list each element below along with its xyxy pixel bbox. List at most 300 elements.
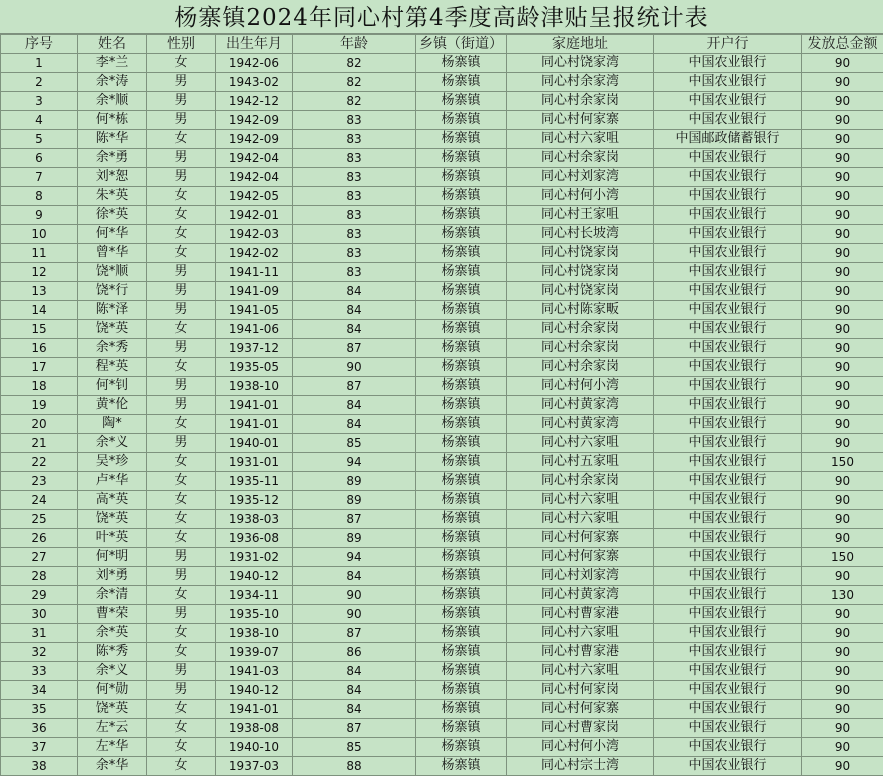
cell-age[interactable]: 89	[293, 529, 416, 548]
cell-gender[interactable]: 女	[147, 358, 216, 377]
cell-name[interactable]: 高*英	[78, 491, 147, 510]
cell-age[interactable]: 90	[293, 358, 416, 377]
cell-amount[interactable]: 90	[802, 111, 883, 130]
cell-index[interactable]: 15	[1, 320, 78, 339]
cell-gender[interactable]: 女	[147, 54, 216, 73]
cell-amount[interactable]: 90	[802, 662, 883, 681]
cell-address[interactable]: 同心村余家岗	[507, 339, 654, 358]
cell-age[interactable]: 89	[293, 472, 416, 491]
header-col-gender[interactable]: 性别	[147, 35, 216, 54]
cell-index[interactable]: 6	[1, 149, 78, 168]
cell-birth[interactable]: 1943-02	[216, 73, 293, 92]
cell-name[interactable]: 余*义	[78, 434, 147, 453]
cell-bank[interactable]: 中国农业银行	[654, 149, 802, 168]
cell-amount[interactable]: 90	[802, 92, 883, 111]
cell-town[interactable]: 杨寨镇	[416, 339, 507, 358]
cell-birth[interactable]: 1941-01	[216, 415, 293, 434]
cell-gender[interactable]: 女	[147, 491, 216, 510]
cell-bank[interactable]: 中国农业银行	[654, 396, 802, 415]
cell-bank[interactable]: 中国农业银行	[654, 491, 802, 510]
cell-name[interactable]: 余*义	[78, 662, 147, 681]
cell-bank[interactable]: 中国农业银行	[654, 719, 802, 738]
cell-index[interactable]: 33	[1, 662, 78, 681]
cell-address[interactable]: 同心村余家岗	[507, 92, 654, 111]
cell-bank[interactable]: 中国农业银行	[654, 472, 802, 491]
cell-birth[interactable]: 1942-05	[216, 187, 293, 206]
cell-address[interactable]: 同心村何家寨	[507, 111, 654, 130]
cell-amount[interactable]: 90	[802, 434, 883, 453]
cell-gender[interactable]: 男	[147, 548, 216, 567]
cell-amount[interactable]: 90	[802, 320, 883, 339]
cell-birth[interactable]: 1941-09	[216, 282, 293, 301]
cell-address[interactable]: 同心村宗士湾	[507, 757, 654, 776]
cell-town[interactable]: 杨寨镇	[416, 757, 507, 776]
cell-bank[interactable]: 中国农业银行	[654, 377, 802, 396]
header-col-town[interactable]: 乡镇（街道）	[416, 35, 507, 54]
cell-town[interactable]: 杨寨镇	[416, 700, 507, 719]
cell-town[interactable]: 杨寨镇	[416, 187, 507, 206]
cell-town[interactable]: 杨寨镇	[416, 681, 507, 700]
cell-birth[interactable]: 1931-02	[216, 548, 293, 567]
cell-amount[interactable]: 90	[802, 73, 883, 92]
cell-town[interactable]: 杨寨镇	[416, 168, 507, 187]
cell-gender[interactable]: 女	[147, 415, 216, 434]
cell-address[interactable]: 同心村长坡湾	[507, 225, 654, 244]
cell-amount[interactable]: 150	[802, 453, 883, 472]
cell-town[interactable]: 杨寨镇	[416, 149, 507, 168]
cell-town[interactable]: 杨寨镇	[416, 282, 507, 301]
cell-age[interactable]: 87	[293, 510, 416, 529]
cell-age[interactable]: 84	[293, 301, 416, 320]
cell-name[interactable]: 程*英	[78, 358, 147, 377]
cell-bank[interactable]: 中国农业银行	[654, 738, 802, 757]
cell-birth[interactable]: 1938-10	[216, 377, 293, 396]
cell-birth[interactable]: 1931-01	[216, 453, 293, 472]
cell-address[interactable]: 同心村何家岗	[507, 681, 654, 700]
cell-bank[interactable]: 中国农业银行	[654, 168, 802, 187]
cell-name[interactable]: 饶*英	[78, 510, 147, 529]
cell-index[interactable]: 13	[1, 282, 78, 301]
cell-name[interactable]: 刘*恕	[78, 168, 147, 187]
cell-gender[interactable]: 男	[147, 168, 216, 187]
cell-age[interactable]: 94	[293, 453, 416, 472]
cell-bank[interactable]: 中国农业银行	[654, 434, 802, 453]
cell-index[interactable]: 32	[1, 643, 78, 662]
cell-gender[interactable]: 女	[147, 738, 216, 757]
cell-index[interactable]: 18	[1, 377, 78, 396]
cell-gender[interactable]: 男	[147, 149, 216, 168]
cell-name[interactable]: 吴*珍	[78, 453, 147, 472]
cell-town[interactable]: 杨寨镇	[416, 415, 507, 434]
cell-birth[interactable]: 1935-12	[216, 491, 293, 510]
cell-index[interactable]: 20	[1, 415, 78, 434]
cell-town[interactable]: 杨寨镇	[416, 738, 507, 757]
cell-birth[interactable]: 1942-09	[216, 111, 293, 130]
cell-name[interactable]: 饶*英	[78, 320, 147, 339]
cell-name[interactable]: 陈*秀	[78, 643, 147, 662]
cell-address[interactable]: 同心村黄家湾	[507, 586, 654, 605]
cell-name[interactable]: 黄*伦	[78, 396, 147, 415]
cell-address[interactable]: 同心村何小湾	[507, 187, 654, 206]
cell-index[interactable]: 26	[1, 529, 78, 548]
cell-birth[interactable]: 1941-05	[216, 301, 293, 320]
cell-name[interactable]: 陶*	[78, 415, 147, 434]
cell-town[interactable]: 杨寨镇	[416, 662, 507, 681]
cell-birth[interactable]: 1942-09	[216, 130, 293, 149]
cell-address[interactable]: 同心村余家岗	[507, 358, 654, 377]
cell-gender[interactable]: 男	[147, 263, 216, 282]
cell-age[interactable]: 83	[293, 225, 416, 244]
cell-amount[interactable]: 90	[802, 206, 883, 225]
cell-address[interactable]: 同心村六家咀	[507, 662, 654, 681]
cell-gender[interactable]: 男	[147, 605, 216, 624]
cell-bank[interactable]: 中国农业银行	[654, 567, 802, 586]
cell-town[interactable]: 杨寨镇	[416, 130, 507, 149]
cell-name[interactable]: 曾*华	[78, 244, 147, 263]
header-col-birth[interactable]: 出生年月	[216, 35, 293, 54]
cell-age[interactable]: 89	[293, 491, 416, 510]
cell-birth[interactable]: 1939-07	[216, 643, 293, 662]
cell-index[interactable]: 27	[1, 548, 78, 567]
cell-birth[interactable]: 1938-03	[216, 510, 293, 529]
cell-address[interactable]: 同心村余家湾	[507, 73, 654, 92]
cell-town[interactable]: 杨寨镇	[416, 624, 507, 643]
cell-birth[interactable]: 1935-05	[216, 358, 293, 377]
cell-name[interactable]: 李*兰	[78, 54, 147, 73]
cell-name[interactable]: 余*涛	[78, 73, 147, 92]
cell-birth[interactable]: 1940-12	[216, 681, 293, 700]
cell-index[interactable]: 38	[1, 757, 78, 776]
cell-birth[interactable]: 1942-06	[216, 54, 293, 73]
cell-name[interactable]: 左*华	[78, 738, 147, 757]
cell-address[interactable]: 同心村饶家岗	[507, 263, 654, 282]
cell-address[interactable]: 同心村余家岗	[507, 149, 654, 168]
cell-name[interactable]: 陈*华	[78, 130, 147, 149]
cell-age[interactable]: 85	[293, 434, 416, 453]
cell-address[interactable]: 同心村五家咀	[507, 453, 654, 472]
cell-town[interactable]: 杨寨镇	[416, 320, 507, 339]
cell-bank[interactable]: 中国农业银行	[654, 282, 802, 301]
cell-age[interactable]: 83	[293, 206, 416, 225]
cell-name[interactable]: 余*英	[78, 624, 147, 643]
cell-index[interactable]: 4	[1, 111, 78, 130]
cell-amount[interactable]: 90	[802, 282, 883, 301]
cell-index[interactable]: 21	[1, 434, 78, 453]
cell-address[interactable]: 同心村何家寨	[507, 548, 654, 567]
cell-index[interactable]: 19	[1, 396, 78, 415]
cell-address[interactable]: 同心村饶家湾	[507, 54, 654, 73]
cell-town[interactable]: 杨寨镇	[416, 54, 507, 73]
cell-birth[interactable]: 1942-01	[216, 206, 293, 225]
header-col-address[interactable]: 家庭地址	[507, 35, 654, 54]
cell-gender[interactable]: 女	[147, 225, 216, 244]
cell-address[interactable]: 同心村饶家岗	[507, 282, 654, 301]
cell-amount[interactable]: 90	[802, 529, 883, 548]
cell-town[interactable]: 杨寨镇	[416, 453, 507, 472]
cell-age[interactable]: 83	[293, 149, 416, 168]
cell-name[interactable]: 左*云	[78, 719, 147, 738]
cell-amount[interactable]: 90	[802, 681, 883, 700]
cell-town[interactable]: 杨寨镇	[416, 92, 507, 111]
cell-birth[interactable]: 1942-03	[216, 225, 293, 244]
cell-address[interactable]: 同心村黄家湾	[507, 415, 654, 434]
cell-age[interactable]: 90	[293, 586, 416, 605]
cell-bank[interactable]: 中国农业银行	[654, 453, 802, 472]
cell-amount[interactable]: 90	[802, 491, 883, 510]
cell-bank[interactable]: 中国农业银行	[654, 225, 802, 244]
cell-town[interactable]: 杨寨镇	[416, 472, 507, 491]
cell-name[interactable]: 余*勇	[78, 149, 147, 168]
cell-amount[interactable]: 90	[802, 415, 883, 434]
cell-bank[interactable]: 中国农业银行	[654, 415, 802, 434]
cell-name[interactable]: 余*清	[78, 586, 147, 605]
cell-index[interactable]: 17	[1, 358, 78, 377]
cell-address[interactable]: 同心村曹家港	[507, 643, 654, 662]
cell-birth[interactable]: 1941-11	[216, 263, 293, 282]
cell-bank[interactable]: 中国农业银行	[654, 510, 802, 529]
cell-town[interactable]: 杨寨镇	[416, 263, 507, 282]
cell-birth[interactable]: 1934-11	[216, 586, 293, 605]
cell-age[interactable]: 84	[293, 681, 416, 700]
cell-amount[interactable]: 90	[802, 643, 883, 662]
cell-age[interactable]: 83	[293, 187, 416, 206]
cell-gender[interactable]: 女	[147, 187, 216, 206]
cell-age[interactable]: 82	[293, 73, 416, 92]
cell-town[interactable]: 杨寨镇	[416, 510, 507, 529]
cell-index[interactable]: 2	[1, 73, 78, 92]
cell-town[interactable]: 杨寨镇	[416, 377, 507, 396]
cell-address[interactable]: 同心村六家咀	[507, 510, 654, 529]
cell-age[interactable]: 82	[293, 92, 416, 111]
cell-index[interactable]: 10	[1, 225, 78, 244]
cell-bank[interactable]: 中国农业银行	[654, 111, 802, 130]
cell-age[interactable]: 83	[293, 111, 416, 130]
cell-gender[interactable]: 男	[147, 111, 216, 130]
cell-bank[interactable]: 中国农业银行	[654, 548, 802, 567]
cell-amount[interactable]: 130	[802, 586, 883, 605]
cell-gender[interactable]: 男	[147, 434, 216, 453]
cell-gender[interactable]: 女	[147, 529, 216, 548]
cell-town[interactable]: 杨寨镇	[416, 73, 507, 92]
cell-amount[interactable]: 90	[802, 244, 883, 263]
cell-gender[interactable]: 女	[147, 700, 216, 719]
cell-address[interactable]: 同心村六家咀	[507, 491, 654, 510]
cell-name[interactable]: 何*华	[78, 225, 147, 244]
cell-address[interactable]: 同心村陈家畈	[507, 301, 654, 320]
cell-bank[interactable]: 中国农业银行	[654, 624, 802, 643]
cell-town[interactable]: 杨寨镇	[416, 719, 507, 738]
cell-address[interactable]: 同心村刘家湾	[507, 168, 654, 187]
cell-age[interactable]: 87	[293, 339, 416, 358]
cell-birth[interactable]: 1940-12	[216, 567, 293, 586]
cell-town[interactable]: 杨寨镇	[416, 358, 507, 377]
cell-age[interactable]: 86	[293, 643, 416, 662]
cell-bank[interactable]: 中国农业银行	[654, 73, 802, 92]
cell-gender[interactable]: 女	[147, 510, 216, 529]
cell-bank[interactable]: 中国农业银行	[654, 358, 802, 377]
cell-index[interactable]: 36	[1, 719, 78, 738]
header-col-index[interactable]: 序号	[1, 35, 78, 54]
cell-address[interactable]: 同心村饶家岗	[507, 244, 654, 263]
cell-amount[interactable]: 90	[802, 396, 883, 415]
cell-amount[interactable]: 90	[802, 301, 883, 320]
cell-age[interactable]: 94	[293, 548, 416, 567]
cell-bank[interactable]: 中国农业银行	[654, 605, 802, 624]
cell-gender[interactable]: 女	[147, 624, 216, 643]
cell-index[interactable]: 35	[1, 700, 78, 719]
cell-town[interactable]: 杨寨镇	[416, 111, 507, 130]
cell-index[interactable]: 16	[1, 339, 78, 358]
cell-birth[interactable]: 1941-03	[216, 662, 293, 681]
cell-name[interactable]: 曹*荣	[78, 605, 147, 624]
cell-age[interactable]: 84	[293, 320, 416, 339]
cell-address[interactable]: 同心村何小湾	[507, 377, 654, 396]
cell-index[interactable]: 11	[1, 244, 78, 263]
cell-bank[interactable]: 中国农业银行	[654, 244, 802, 263]
cell-town[interactable]: 杨寨镇	[416, 567, 507, 586]
cell-gender[interactable]: 女	[147, 586, 216, 605]
cell-name[interactable]: 叶*英	[78, 529, 147, 548]
cell-town[interactable]: 杨寨镇	[416, 491, 507, 510]
cell-index[interactable]: 37	[1, 738, 78, 757]
cell-birth[interactable]: 1940-10	[216, 738, 293, 757]
cell-address[interactable]: 同心村曹家港	[507, 605, 654, 624]
cell-age[interactable]: 84	[293, 282, 416, 301]
cell-amount[interactable]: 90	[802, 567, 883, 586]
cell-age[interactable]: 83	[293, 130, 416, 149]
cell-birth[interactable]: 1940-01	[216, 434, 293, 453]
cell-amount[interactable]: 90	[802, 757, 883, 776]
cell-bank[interactable]: 中国农业银行	[654, 662, 802, 681]
cell-birth[interactable]: 1941-06	[216, 320, 293, 339]
cell-gender[interactable]: 男	[147, 73, 216, 92]
cell-bank[interactable]: 中国农业银行	[654, 206, 802, 225]
cell-bank[interactable]: 中国农业银行	[654, 681, 802, 700]
cell-town[interactable]: 杨寨镇	[416, 206, 507, 225]
cell-amount[interactable]: 90	[802, 700, 883, 719]
cell-bank[interactable]: 中国农业银行	[654, 529, 802, 548]
cell-address[interactable]: 同心村六家咀	[507, 624, 654, 643]
cell-index[interactable]: 31	[1, 624, 78, 643]
cell-amount[interactable]: 90	[802, 472, 883, 491]
cell-address[interactable]: 同心村余家岗	[507, 320, 654, 339]
cell-birth[interactable]: 1941-01	[216, 700, 293, 719]
cell-age[interactable]: 90	[293, 605, 416, 624]
cell-name[interactable]: 何*勋	[78, 681, 147, 700]
cell-bank[interactable]: 中国农业银行	[654, 757, 802, 776]
cell-town[interactable]: 杨寨镇	[416, 396, 507, 415]
cell-birth[interactable]: 1942-12	[216, 92, 293, 111]
cell-index[interactable]: 3	[1, 92, 78, 111]
cell-name[interactable]: 陈*泽	[78, 301, 147, 320]
cell-gender[interactable]: 男	[147, 339, 216, 358]
cell-name[interactable]: 卢*华	[78, 472, 147, 491]
cell-amount[interactable]: 90	[802, 358, 883, 377]
header-col-amount[interactable]: 发放总金额	[802, 35, 883, 54]
cell-name[interactable]: 徐*英	[78, 206, 147, 225]
cell-amount[interactable]: 90	[802, 339, 883, 358]
cell-bank[interactable]: 中国农业银行	[654, 187, 802, 206]
header-col-age[interactable]: 年龄	[293, 35, 416, 54]
cell-name[interactable]: 饶*英	[78, 700, 147, 719]
cell-town[interactable]: 杨寨镇	[416, 643, 507, 662]
cell-birth[interactable]: 1937-12	[216, 339, 293, 358]
cell-address[interactable]: 同心村何家寨	[507, 529, 654, 548]
cell-birth[interactable]: 1935-10	[216, 605, 293, 624]
cell-name[interactable]: 饶*顺	[78, 263, 147, 282]
cell-bank[interactable]: 中国农业银行	[654, 643, 802, 662]
cell-gender[interactable]: 男	[147, 681, 216, 700]
cell-age[interactable]: 84	[293, 662, 416, 681]
cell-address[interactable]: 同心村黄家湾	[507, 396, 654, 415]
cell-bank[interactable]: 中国农业银行	[654, 339, 802, 358]
cell-index[interactable]: 30	[1, 605, 78, 624]
cell-amount[interactable]: 90	[802, 130, 883, 149]
cell-index[interactable]: 23	[1, 472, 78, 491]
cell-birth[interactable]: 1942-04	[216, 149, 293, 168]
cell-gender[interactable]: 女	[147, 453, 216, 472]
cell-gender[interactable]: 男	[147, 662, 216, 681]
cell-bank[interactable]: 中国农业银行	[654, 320, 802, 339]
cell-town[interactable]: 杨寨镇	[416, 586, 507, 605]
cell-name[interactable]: 余*秀	[78, 339, 147, 358]
cell-amount[interactable]: 90	[802, 168, 883, 187]
cell-gender[interactable]: 男	[147, 282, 216, 301]
cell-index[interactable]: 8	[1, 187, 78, 206]
cell-gender[interactable]: 男	[147, 567, 216, 586]
cell-birth[interactable]: 1941-01	[216, 396, 293, 415]
cell-age[interactable]: 84	[293, 567, 416, 586]
cell-address[interactable]: 同心村曹家岗	[507, 719, 654, 738]
cell-name[interactable]: 饶*行	[78, 282, 147, 301]
cell-town[interactable]: 杨寨镇	[416, 301, 507, 320]
cell-amount[interactable]: 90	[802, 624, 883, 643]
cell-amount[interactable]: 90	[802, 225, 883, 244]
cell-amount[interactable]: 90	[802, 510, 883, 529]
cell-birth[interactable]: 1942-02	[216, 244, 293, 263]
cell-gender[interactable]: 女	[147, 643, 216, 662]
cell-gender[interactable]: 女	[147, 130, 216, 149]
cell-town[interactable]: 杨寨镇	[416, 225, 507, 244]
cell-birth[interactable]: 1938-08	[216, 719, 293, 738]
cell-amount[interactable]: 90	[802, 149, 883, 168]
cell-name[interactable]: 何*栋	[78, 111, 147, 130]
cell-index[interactable]: 7	[1, 168, 78, 187]
cell-name[interactable]: 何*钊	[78, 377, 147, 396]
cell-gender[interactable]: 男	[147, 92, 216, 111]
cell-address[interactable]: 同心村六家咀	[507, 130, 654, 149]
cell-address[interactable]: 同心村何家寨	[507, 700, 654, 719]
cell-name[interactable]: 刘*勇	[78, 567, 147, 586]
cell-index[interactable]: 5	[1, 130, 78, 149]
cell-age[interactable]: 82	[293, 54, 416, 73]
cell-bank[interactable]: 中国农业银行	[654, 700, 802, 719]
cell-name[interactable]: 余*顺	[78, 92, 147, 111]
cell-name[interactable]: 何*明	[78, 548, 147, 567]
cell-age[interactable]: 88	[293, 757, 416, 776]
cell-index[interactable]: 12	[1, 263, 78, 282]
cell-bank[interactable]: 中国农业银行	[654, 54, 802, 73]
cell-amount[interactable]: 90	[802, 54, 883, 73]
cell-amount[interactable]: 150	[802, 548, 883, 567]
cell-age[interactable]: 83	[293, 244, 416, 263]
cell-birth[interactable]: 1935-11	[216, 472, 293, 491]
cell-amount[interactable]: 90	[802, 187, 883, 206]
cell-index[interactable]: 24	[1, 491, 78, 510]
cell-amount[interactable]: 90	[802, 738, 883, 757]
cell-bank[interactable]: 中国农业银行	[654, 263, 802, 282]
cell-amount[interactable]: 90	[802, 719, 883, 738]
